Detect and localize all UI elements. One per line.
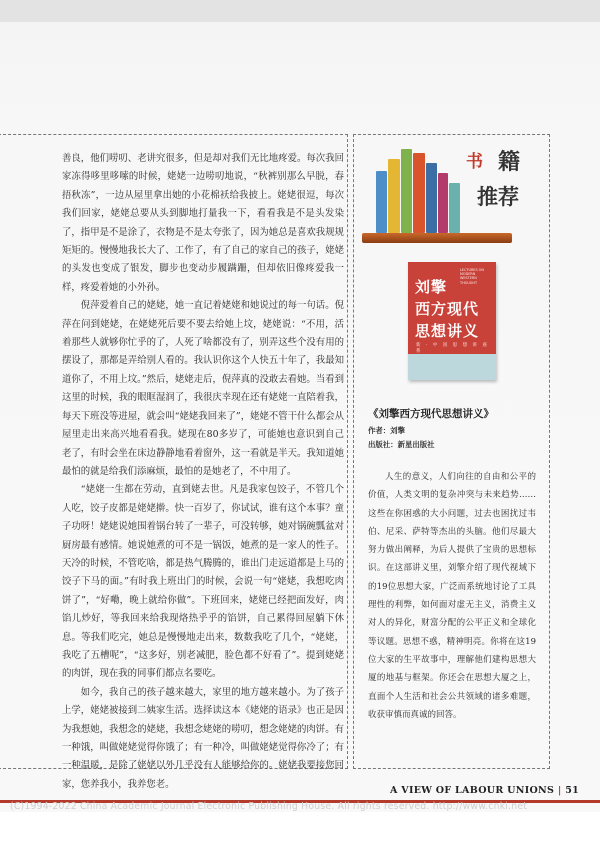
book-review bbox=[368, 468, 536, 724]
book-spine-teal bbox=[449, 183, 460, 233]
article-paragraph: 如今，我自己的孩子越来越大，家里的地方越来越小。为了孩子上学，姥姥被接到二姨家生活。选择读这本《姥姥的语录》也正是因为我想她，我想念的姥姥，我想念姥姥的唠叨，想念姥姥的肉饼。有一种饿，叫做姥姥觉得你饿了；有一种冷，叫做姥姥觉得你冷了；有一种温暖，是除了姥姥以外几乎没有人能够给你的。姥姥我要接您回家，您养我小，我养您老。 bbox=[62, 686, 344, 790]
article-paragraph: 善良，他们唠叨、老讲究很多，但是却对我们无比地疼爱。每次我回家冻得哆里哆嗦的时候，姥姥一边唠叨地说，“秋裤别那么早脱，春捂秋冻”，一边从屋里拿出她的小花棉袄给我披上。姥姥很逗，每次我们回家，姥姥总要从头到脚地打量我一下，看看我是不是头发染了，指甲是不是涂了，衣物是不是太夸张了，因为她总是喜欢我规规矩矩的。慢慢地我长大了、工作了，有了自己的家自己的孩子，姥姥的头发也变成了银发，脚步也变动步履蹒跚，但却依旧像疼爱我一样，疼爱着她的小外孙。 bbox=[62, 153, 344, 293]
book-author: 作者：刘擎 bbox=[368, 426, 405, 435]
book-spine-magenta bbox=[438, 173, 448, 233]
cover-english-title: LECTURES ON MODERN WESTERN THOUGHT bbox=[460, 268, 484, 285]
book-cover bbox=[408, 262, 496, 380]
bookshelf-illustration bbox=[362, 143, 547, 243]
book-spine-green bbox=[401, 149, 412, 233]
cover-title-line3: 思想讲义 bbox=[415, 322, 480, 340]
journal-name: A VIEW OF LABOUR UNIONS bbox=[390, 785, 555, 796]
heading-tuijian: 推荐 bbox=[477, 185, 519, 209]
book-spine-orange bbox=[413, 153, 425, 233]
review-paragraph: 人生的意义，人们向往的自由和公平的价值，人类文明的复杂冲突与未来趋势……这些在你困惑的大小问题，过去也困扰过韦伯、尼采、萨特等杰出的头脑。他们尽最大努力做出阐释，为后人提供了宝贵的思想标识。在这部讲义里，刘擎介绍了现代视域下的19位思想大家，广泛而系统地讨论了工具理性的利弊，如何面对虚无主义，消费主义对人的异化，财富分配的公平正义和全球化等议题。思想不惑，精神明亮。你将在这19位大家的生平故事中，理解他们建构思想大厦的地基与框架。你还会在思想大厦之上，直面个人生活和社会公共领域的诸多难题，收获审慎而真诚的回答。 bbox=[368, 472, 536, 720]
book-spine-yellow bbox=[388, 159, 400, 233]
book-spine-navy bbox=[426, 163, 437, 233]
shelf-plank bbox=[362, 233, 512, 243]
cover-title-line2: 西方现代 bbox=[415, 300, 480, 318]
cover-bottom-panel bbox=[408, 354, 496, 380]
heading-ji: 籍 bbox=[498, 150, 521, 175]
cover-subtitle: 新 · 中 国 思 想 讲 座 系 bbox=[416, 343, 489, 354]
book-title: 《刘擎西方现代思想讲义》 bbox=[368, 408, 494, 420]
top-band bbox=[0, 0, 600, 22]
article-paragraph: 倪萍爱着自己的姥姥，她一直记着姥姥和她说过的每一句话。倪萍在问到姥姥，在姥姥死后要不要去给她上坟，姥姥说：“不用，活着那些人就够你忙乎的了，人死了啥都没有了，别弄这些个没有用的摆设了，那都是弄给别人看的。我认识你这个人快五十年了，我最知道你了，不用上坟。”然后，姥姥走后，倪萍真的没敢去看她。当看到这里的时候，我的眼眶湿润了，我很庆幸现在还有姥姥一直陪着我，每天下班没等进屋，就会叫“姥姥我回来了”，姥姥不管干什么都会从屋里走出来高兴地看看我。姥现在80多岁了，可能她也意识到自己老了，有时会坐在床边静静地看着窗外，这一看就是半天。我知道她最怕的就是给我们添麻烦，最怕的是她老了，不中用了。 bbox=[62, 300, 344, 477]
book-publisher: 出版社：新星出版社 bbox=[368, 440, 435, 449]
article-body bbox=[62, 150, 344, 794]
footer-separator: | bbox=[557, 785, 562, 796]
page-number: 51 bbox=[565, 785, 580, 796]
copyright-watermark: (C)1994-2022 China Academic Journal Electronic Publishing House. All rights reserved. http://www.cnki.net bbox=[10, 801, 528, 812]
heading-shu: 书 bbox=[466, 152, 483, 172]
article-paragraph: “姥姥一生都在劳动，直到姥去世。凡是我家包饺子，不管几个人吃，饺子皮都是姥姥擀。快一百岁了，你试试，谁有这个本事？童子功呀！姥姥说她围着锅台转了一辈子，可没转够，她对锅碗瓢盆对厨房最有感情。她说她煮的可不是一锅饭，她煮的是一家人的性子。天冷的时候，不管吃啥，都是热气腾腾的，谁出门走远道都是上马的饺子下马的面。”有时我上班出门的时候，会说一句“姥姥，我想吃肉饼了”，“好嘞，晚上就给你做”。下班回来，姥姥已经把面发好，肉馅儿炒好，等我回来给我现烙热乎乎的馅饼，自己累得回屋躺下休息。等我们吃完，她总是慢慢地走出来，数数我吃了几个，“姥姥，我吃了五槽呢”，“这多好，别老减肥，脸色都不好看了”。提到姥姥的肉饼，现在我的同事们都点名要吃。 bbox=[62, 484, 344, 680]
running-footer bbox=[390, 785, 579, 796]
cover-title-line1: 刘擎 bbox=[415, 278, 448, 296]
book-spine-blue bbox=[376, 171, 387, 233]
